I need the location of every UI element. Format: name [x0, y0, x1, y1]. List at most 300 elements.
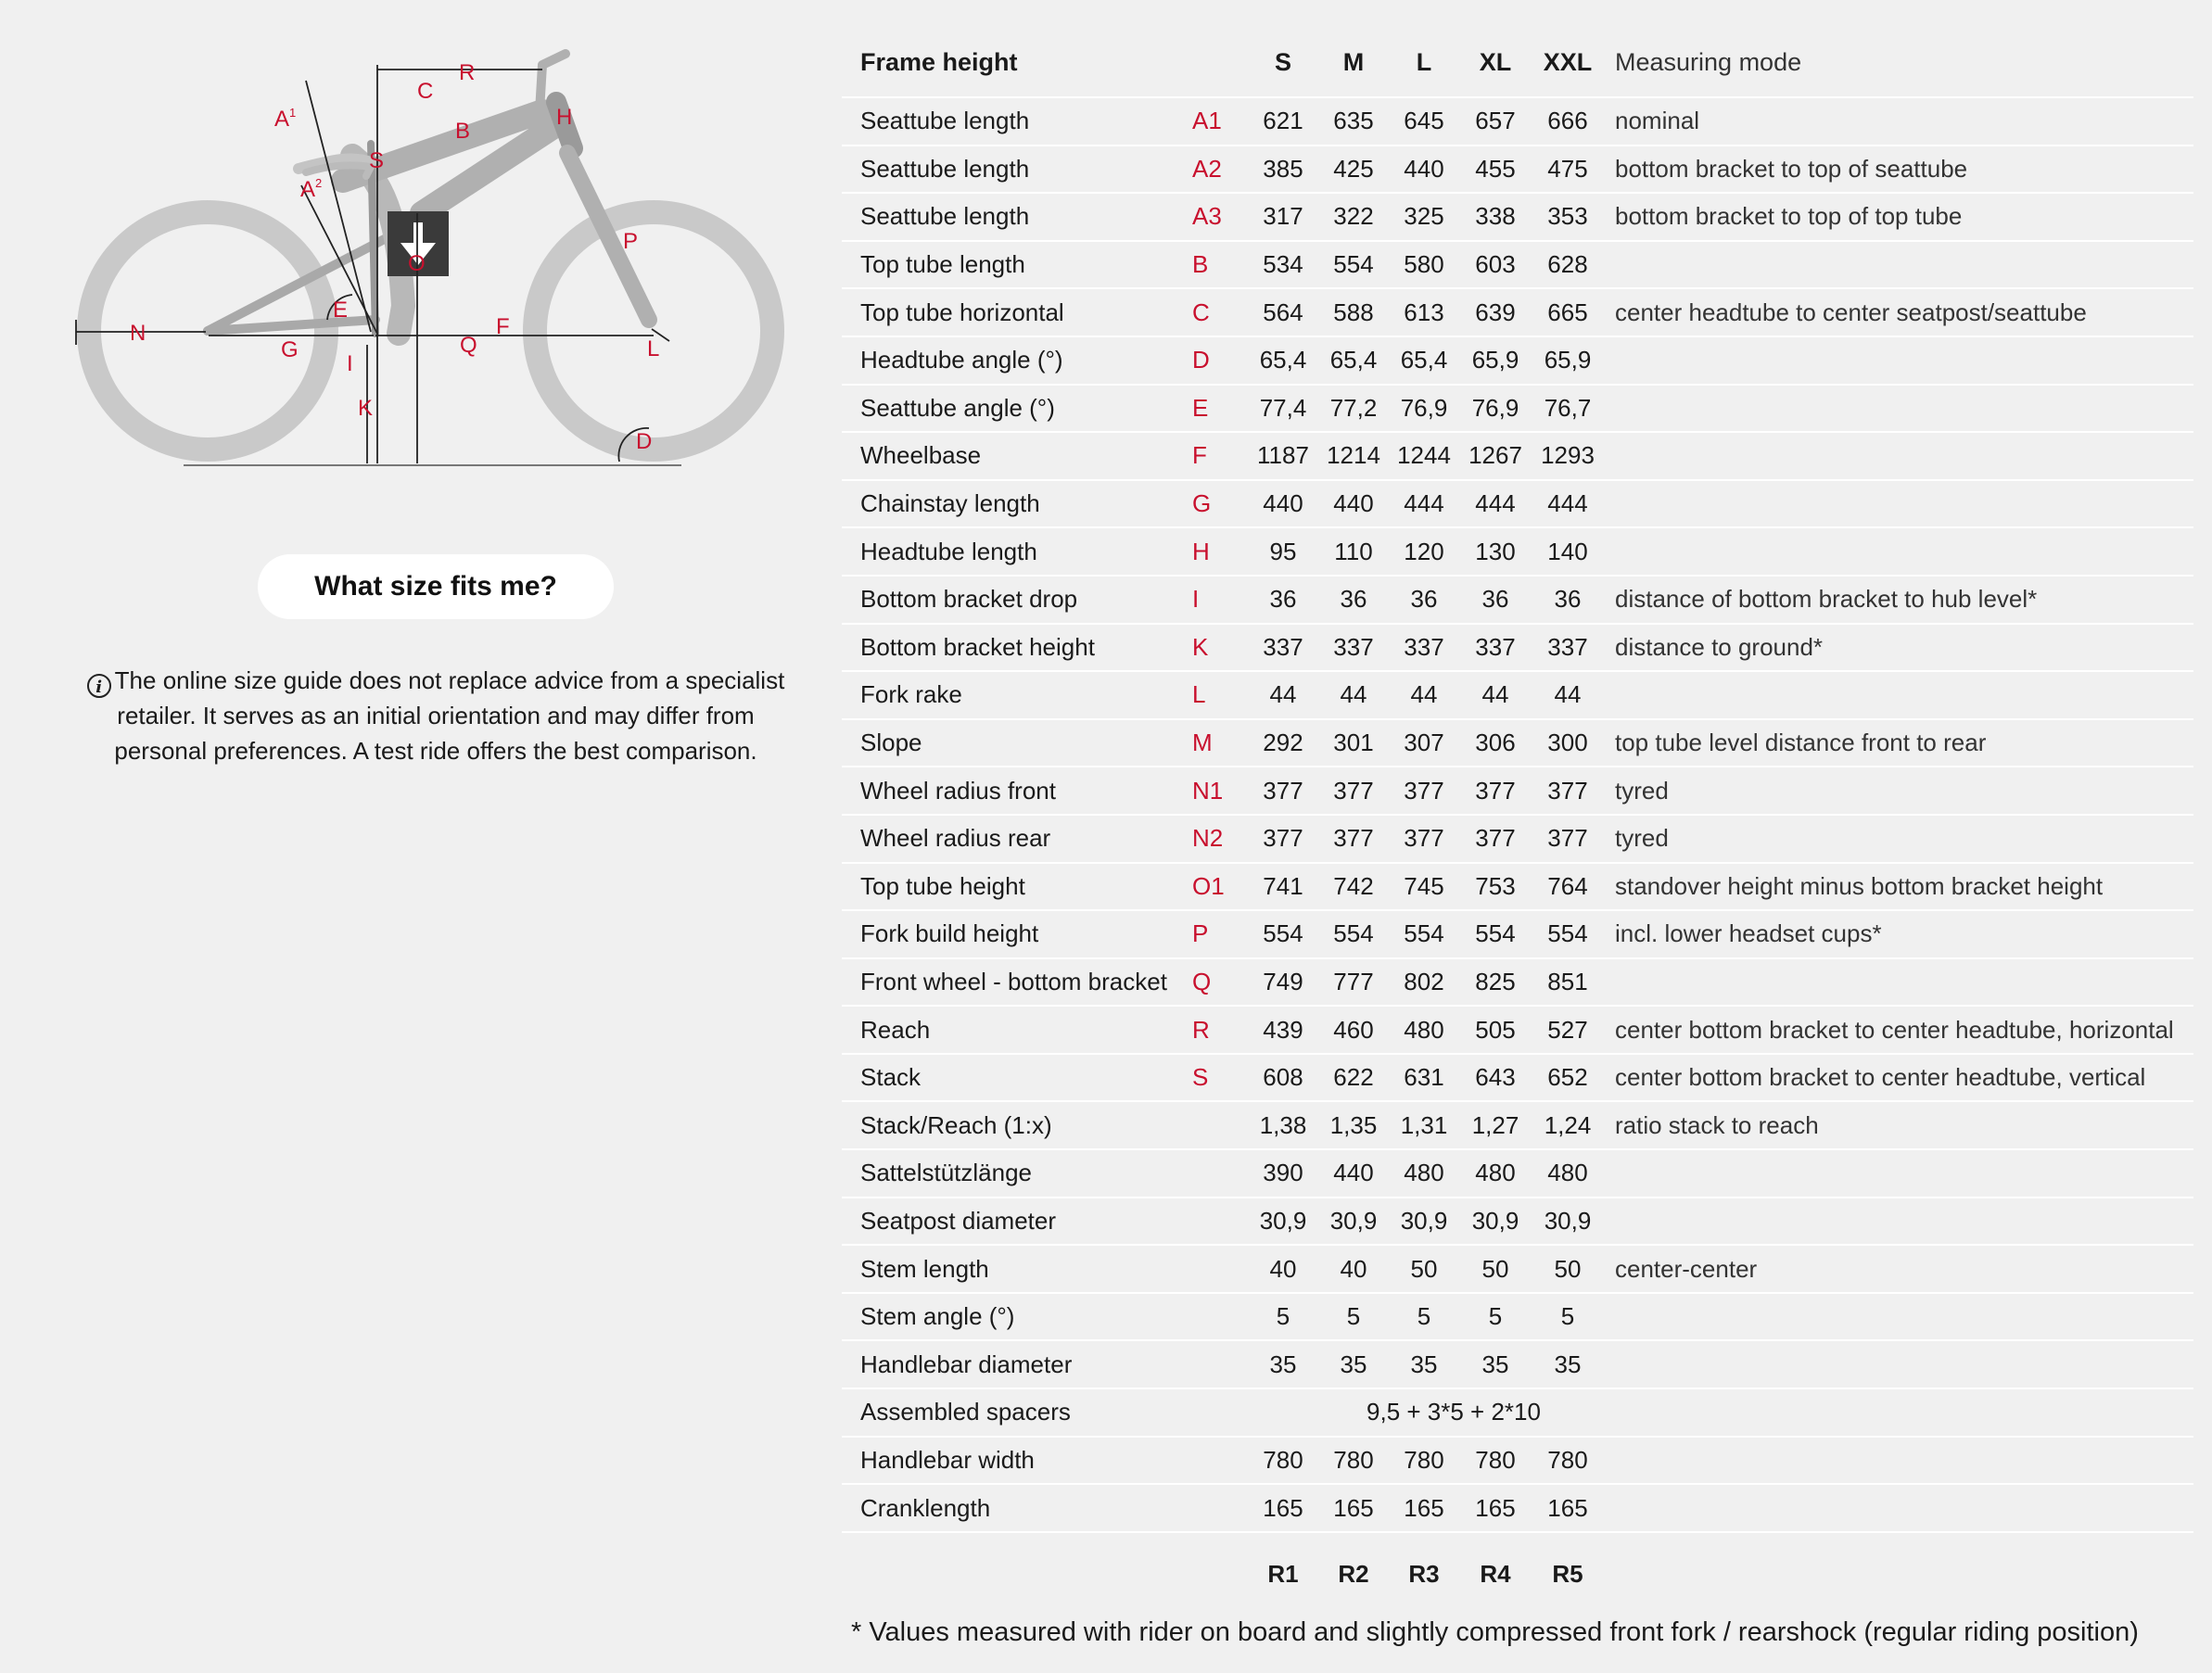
row-value: 1,38 [1248, 1101, 1318, 1149]
label-h: H [556, 105, 573, 130]
row-measuring-mode: ratio stack to reach [1604, 1101, 2193, 1149]
table-row [842, 815, 2193, 863]
row-value: 621 [1248, 97, 1318, 146]
label-q: Q [460, 333, 477, 358]
info-icon: i [87, 674, 111, 698]
row-value: 665 [1532, 288, 1604, 336]
table-row [842, 288, 2193, 336]
table-row [842, 719, 2193, 767]
row-name: Top tube length [842, 241, 1185, 289]
row-name: Seatpost diameter [842, 1198, 1185, 1246]
row-value: 764 [1532, 863, 1604, 911]
row-value: 588 [1318, 288, 1389, 336]
row-value: 95 [1248, 527, 1318, 576]
footnote: * Values measured with rider on board and slightly compressed front fork / rearshock (regular riding position) [851, 1617, 2139, 1647]
row-value: 825 [1459, 958, 1532, 1007]
row-value: 385 [1248, 146, 1318, 194]
table-row [842, 1340, 2193, 1388]
row-value: 76,9 [1459, 385, 1532, 433]
row-code [1185, 1293, 1248, 1341]
row-value: 554 [1389, 910, 1459, 958]
row-value: 77,4 [1248, 385, 1318, 433]
row-value: 635 [1318, 97, 1389, 146]
row-value: 35 [1318, 1340, 1389, 1388]
row-value: 645 [1389, 97, 1459, 146]
table-row [842, 146, 2193, 194]
size-guide-disclaimer [74, 663, 797, 768]
row-value: 480 [1389, 1006, 1459, 1054]
row-value: 337 [1248, 624, 1318, 672]
row-value: 780 [1318, 1437, 1389, 1485]
row-measuring-mode [1604, 1484, 2193, 1532]
row-measuring-mode [1604, 671, 2193, 719]
row-value: 5 [1248, 1293, 1318, 1341]
row-value: 377 [1459, 767, 1532, 815]
label-a2: $A^2$ [300, 176, 323, 202]
footer-r-code: R3 [1408, 1560, 1440, 1589]
row-value: 780 [1532, 1437, 1604, 1485]
row-value: 622 [1318, 1054, 1389, 1102]
row-code: C [1185, 288, 1248, 336]
row-name: Seattube length [842, 97, 1185, 146]
row-value: 377 [1459, 815, 1532, 863]
row-merged-value: 9,5 + 3*5 + 2*10 [1248, 1388, 1604, 1437]
row-value: 337 [1532, 624, 1604, 672]
row-name: Assembled spacers [842, 1388, 1185, 1437]
row-code: N2 [1185, 815, 1248, 863]
row-value: 580 [1389, 241, 1459, 289]
row-value: 40 [1248, 1245, 1318, 1293]
row-value: 480 [1532, 1149, 1604, 1198]
row-value: 851 [1532, 958, 1604, 1007]
row-code: M [1185, 719, 1248, 767]
row-value: 440 [1318, 1149, 1389, 1198]
footer-r-code: R5 [1552, 1560, 1583, 1589]
label-r: R [459, 60, 476, 85]
row-measuring-mode [1604, 1149, 2193, 1198]
label-d: D [636, 429, 653, 454]
row-value: 1267 [1459, 432, 1532, 480]
row-value: 30,9 [1459, 1198, 1532, 1246]
row-value: 165 [1532, 1484, 1604, 1532]
row-name: Handlebar diameter [842, 1340, 1185, 1388]
row-value: 608 [1248, 1054, 1318, 1102]
row-value: 30,9 [1389, 1198, 1459, 1246]
row-value: 307 [1389, 719, 1459, 767]
row-value: 377 [1389, 767, 1459, 815]
row-code: K [1185, 624, 1248, 672]
row-value: 1,24 [1532, 1101, 1604, 1149]
row-value: 425 [1318, 146, 1389, 194]
what-size-fits-me-button[interactable]: What size fits me? [258, 554, 614, 619]
row-measuring-mode: nominal [1604, 97, 2193, 146]
table-row [842, 958, 2193, 1007]
row-value: 554 [1459, 910, 1532, 958]
row-value: 44 [1318, 671, 1389, 719]
row-value: 317 [1248, 193, 1318, 241]
row-value: 65,4 [1318, 336, 1389, 385]
label-b: B [455, 119, 471, 144]
label-k: K [358, 396, 374, 421]
row-code: I [1185, 576, 1248, 624]
row-value: 377 [1318, 815, 1389, 863]
row-measuring-mode [1604, 432, 2193, 480]
row-name: Wheelbase [842, 432, 1185, 480]
row-value: 777 [1318, 958, 1389, 1007]
row-name: Headtube angle (°) [842, 336, 1185, 385]
row-value: 377 [1248, 767, 1318, 815]
row-value: 50 [1459, 1245, 1532, 1293]
row-measuring-mode [1604, 1437, 2193, 1485]
row-value: 35 [1459, 1340, 1532, 1388]
row-name: Wheel radius front [842, 767, 1185, 815]
row-measuring-mode: tyred [1604, 767, 2193, 815]
row-value: 337 [1389, 624, 1459, 672]
row-measuring-mode [1604, 241, 2193, 289]
row-value: 628 [1532, 241, 1604, 289]
disclaimer-text: The online size guide does not replace advice from a specialist retailer. It serves as an initial orientation and may differ from personal preferences. A test ride offers the best comparison. [114, 666, 785, 765]
row-value: 300 [1532, 719, 1604, 767]
row-code [1185, 1149, 1248, 1198]
table-row [842, 527, 2193, 576]
label-e: E [333, 298, 349, 323]
row-value: 1214 [1318, 432, 1389, 480]
row-name: Sattelstützlänge [842, 1149, 1185, 1198]
table-header-row [842, 28, 2193, 97]
row-value: 322 [1318, 193, 1389, 241]
row-code: D [1185, 336, 1248, 385]
row-name: Seattube angle (°) [842, 385, 1185, 433]
row-measuring-mode [1604, 385, 2193, 433]
row-value: 65,9 [1459, 336, 1532, 385]
row-value: 44 [1459, 671, 1532, 719]
row-code [1185, 1198, 1248, 1246]
row-value: 742 [1318, 863, 1389, 911]
row-value: 377 [1532, 815, 1604, 863]
table-row [842, 1006, 2193, 1054]
footer-r-code: R1 [1267, 1560, 1299, 1589]
row-name: Stack [842, 1054, 1185, 1102]
row-value: 534 [1248, 241, 1318, 289]
table-row [842, 1149, 2193, 1198]
row-value: 603 [1459, 241, 1532, 289]
row-value: 44 [1248, 671, 1318, 719]
footer-r-code: R4 [1480, 1560, 1511, 1589]
row-measuring-mode [1604, 1293, 2193, 1341]
row-value: 36 [1248, 576, 1318, 624]
header-frame-height: Frame height [842, 28, 1185, 97]
row-value: 50 [1389, 1245, 1459, 1293]
row-name: Stack/Reach (1:x) [842, 1101, 1185, 1149]
row-value: 643 [1459, 1054, 1532, 1102]
row-measuring-mode: center-center [1604, 1245, 2193, 1293]
table-row [842, 1101, 2193, 1149]
row-value: 36 [1459, 576, 1532, 624]
row-value: 30,9 [1248, 1198, 1318, 1246]
row-name: Headtube length [842, 527, 1185, 576]
row-name: Stem angle (°) [842, 1293, 1185, 1341]
label-n: N [130, 321, 146, 346]
label-i: I [347, 351, 353, 376]
row-value: 1,31 [1389, 1101, 1459, 1149]
row-measuring-mode: top tube level distance front to rear [1604, 719, 2193, 767]
table-row [842, 1437, 2193, 1485]
row-value: 377 [1532, 767, 1604, 815]
row-measuring-mode [1604, 1388, 2193, 1437]
table-row [842, 385, 2193, 433]
row-value: 554 [1248, 910, 1318, 958]
row-value: 390 [1248, 1149, 1318, 1198]
label-l: L [647, 336, 660, 361]
row-value: 613 [1389, 288, 1459, 336]
row-measuring-mode: distance of bottom bracket to hub level* [1604, 576, 2193, 624]
row-value: 35 [1248, 1340, 1318, 1388]
row-value: 460 [1318, 1006, 1389, 1054]
row-code [1185, 1340, 1248, 1388]
row-value: 338 [1459, 193, 1532, 241]
row-code: E [1185, 385, 1248, 433]
row-name: Front wheel - bottom bracket [842, 958, 1185, 1007]
row-value: 5 [1459, 1293, 1532, 1341]
row-value: 439 [1248, 1006, 1318, 1054]
row-value: 65,4 [1248, 336, 1318, 385]
table-row [842, 576, 2193, 624]
row-measuring-mode [1604, 1340, 2193, 1388]
row-measuring-mode: bottom bracket to top of top tube [1604, 193, 2193, 241]
row-name: Seattube length [842, 146, 1185, 194]
row-code: N1 [1185, 767, 1248, 815]
row-value: 165 [1248, 1484, 1318, 1532]
header-size: M [1318, 28, 1389, 97]
row-name: Fork rake [842, 671, 1185, 719]
row-value: 444 [1532, 480, 1604, 528]
row-code [1185, 1388, 1248, 1437]
row-code: B [1185, 241, 1248, 289]
row-name: Handlebar width [842, 1437, 1185, 1485]
row-value: 741 [1248, 863, 1318, 911]
row-value: 353 [1532, 193, 1604, 241]
table-row [842, 863, 2193, 911]
row-value: 377 [1389, 815, 1459, 863]
row-value: 554 [1318, 241, 1389, 289]
row-code: O1 [1185, 863, 1248, 911]
row-value: 65,9 [1532, 336, 1604, 385]
row-value: 337 [1459, 624, 1532, 672]
row-value: 44 [1389, 671, 1459, 719]
table-row [842, 480, 2193, 528]
row-measuring-mode [1604, 336, 2193, 385]
row-value: 1,35 [1318, 1101, 1389, 1149]
row-code: P [1185, 910, 1248, 958]
table-row [842, 193, 2193, 241]
row-value: 564 [1248, 288, 1318, 336]
label-g: G [281, 337, 299, 362]
row-value: 505 [1459, 1006, 1532, 1054]
row-name: Top tube height [842, 863, 1185, 911]
row-value: 337 [1318, 624, 1389, 672]
row-code: S [1185, 1054, 1248, 1102]
row-code: F [1185, 432, 1248, 480]
table-row [842, 336, 2193, 385]
row-value: 753 [1459, 863, 1532, 911]
row-name: Fork build height [842, 910, 1185, 958]
row-name: Slope [842, 719, 1185, 767]
label-s: S [369, 148, 385, 173]
row-value: 30,9 [1318, 1198, 1389, 1246]
label-a1: $A^1$ [274, 106, 297, 132]
row-code [1185, 1101, 1248, 1149]
header-size: XXL [1532, 28, 1604, 97]
table-row [842, 1198, 2193, 1246]
row-measuring-mode [1604, 958, 2193, 1007]
row-value: 5 [1318, 1293, 1389, 1341]
footer-r-code: R2 [1338, 1560, 1369, 1589]
geometry-table [842, 28, 2193, 1616]
row-measuring-mode [1604, 1198, 2193, 1246]
row-value: 1187 [1248, 432, 1318, 480]
row-value: 802 [1389, 958, 1459, 1007]
row-value: 35 [1532, 1340, 1604, 1388]
table-row [842, 1054, 2193, 1102]
row-value: 5 [1532, 1293, 1604, 1341]
row-measuring-mode: bottom bracket to top of seattube [1604, 146, 2193, 194]
row-code [1185, 1484, 1248, 1532]
row-value: 780 [1389, 1437, 1459, 1485]
header-size: S [1248, 28, 1318, 97]
row-value: 455 [1459, 146, 1532, 194]
label-o: O [408, 251, 426, 276]
row-value: 50 [1532, 1245, 1604, 1293]
row-value: 120 [1389, 527, 1459, 576]
row-value: 140 [1532, 527, 1604, 576]
row-value: 1,27 [1459, 1101, 1532, 1149]
row-value: 44 [1532, 671, 1604, 719]
row-value: 666 [1532, 97, 1604, 146]
row-value: 631 [1389, 1054, 1459, 1102]
row-value: 652 [1532, 1054, 1604, 1102]
row-value: 554 [1318, 910, 1389, 958]
row-value: 5 [1389, 1293, 1459, 1341]
header-size: XL [1459, 28, 1532, 97]
row-value: 30,9 [1532, 1198, 1604, 1246]
row-value: 527 [1532, 1006, 1604, 1054]
row-value: 165 [1459, 1484, 1532, 1532]
table-row [842, 624, 2193, 672]
row-value: 130 [1459, 527, 1532, 576]
row-measuring-mode: standover height minus bottom bracket height [1604, 863, 2193, 911]
row-code: H [1185, 527, 1248, 576]
row-value: 377 [1318, 767, 1389, 815]
table-row [842, 97, 2193, 146]
row-measuring-mode: center bottom bracket to center headtube, horizontal [1604, 1006, 2193, 1054]
label-f: F [496, 314, 510, 339]
table-row [842, 1388, 2193, 1437]
row-measuring-mode [1604, 480, 2193, 528]
row-name: Seattube length [842, 193, 1185, 241]
row-code: R [1185, 1006, 1248, 1054]
row-value: 444 [1389, 480, 1459, 528]
row-value: 480 [1389, 1149, 1459, 1198]
row-value: 325 [1389, 193, 1459, 241]
row-value: 780 [1459, 1437, 1532, 1485]
row-value: 76,7 [1532, 385, 1604, 433]
bike-geometry-diagram [0, 0, 816, 501]
row-code: G [1185, 480, 1248, 528]
row-value: 749 [1248, 958, 1318, 1007]
label-c: C [417, 79, 434, 104]
label-p: P [623, 229, 639, 254]
row-measuring-mode: distance to ground* [1604, 624, 2193, 672]
row-code: L [1185, 671, 1248, 719]
row-code [1185, 1245, 1248, 1293]
row-measuring-mode: center headtube to center seatpost/seattube [1604, 288, 2193, 336]
row-value: 36 [1532, 576, 1604, 624]
row-value: 554 [1532, 910, 1604, 958]
row-value: 639 [1459, 288, 1532, 336]
table-row [842, 1484, 2193, 1532]
row-name: Top tube horizontal [842, 288, 1185, 336]
header-size: L [1389, 28, 1459, 97]
row-value: 36 [1389, 576, 1459, 624]
row-value: 377 [1248, 815, 1318, 863]
row-value: 165 [1389, 1484, 1459, 1532]
row-value: 306 [1459, 719, 1532, 767]
header-code [1185, 28, 1248, 97]
row-code [1185, 1437, 1248, 1485]
row-code: A2 [1185, 146, 1248, 194]
row-name: Bottom bracket height [842, 624, 1185, 672]
row-value: 76,9 [1389, 385, 1459, 433]
row-measuring-mode: center bottom bracket to center headtube, vertical [1604, 1054, 2193, 1102]
row-value: 40 [1318, 1245, 1389, 1293]
row-name: Cranklength [842, 1484, 1185, 1532]
table-row [842, 1245, 2193, 1293]
row-measuring-mode: incl. lower headset cups* [1604, 910, 2193, 958]
row-value: 475 [1532, 146, 1604, 194]
row-value: 110 [1318, 527, 1389, 576]
table-row [842, 910, 2193, 958]
row-value: 1244 [1389, 432, 1459, 480]
row-value: 35 [1389, 1340, 1459, 1388]
row-code: A1 [1185, 97, 1248, 146]
row-value: 77,2 [1318, 385, 1389, 433]
row-name: Wheel radius rear [842, 815, 1185, 863]
row-name: Chainstay length [842, 480, 1185, 528]
row-value: 65,4 [1389, 336, 1459, 385]
row-code: A3 [1185, 193, 1248, 241]
row-value: 440 [1389, 146, 1459, 194]
row-measuring-mode: tyred [1604, 815, 2193, 863]
row-value: 780 [1248, 1437, 1318, 1485]
row-value: 480 [1459, 1149, 1532, 1198]
row-value: 36 [1318, 576, 1389, 624]
row-value: 301 [1318, 719, 1389, 767]
header-measuring-mode: Measuring mode [1604, 28, 2193, 97]
row-code: Q [1185, 958, 1248, 1007]
row-value: 165 [1318, 1484, 1389, 1532]
row-measuring-mode [1604, 527, 2193, 576]
table-row [842, 432, 2193, 480]
table-row [842, 1293, 2193, 1341]
row-value: 745 [1389, 863, 1459, 911]
row-name: Stem length [842, 1245, 1185, 1293]
table-footer-row [842, 1532, 2193, 1616]
row-value: 292 [1248, 719, 1318, 767]
table-row [842, 241, 2193, 289]
table-row [842, 767, 2193, 815]
table-row [842, 671, 2193, 719]
row-name: Reach [842, 1006, 1185, 1054]
